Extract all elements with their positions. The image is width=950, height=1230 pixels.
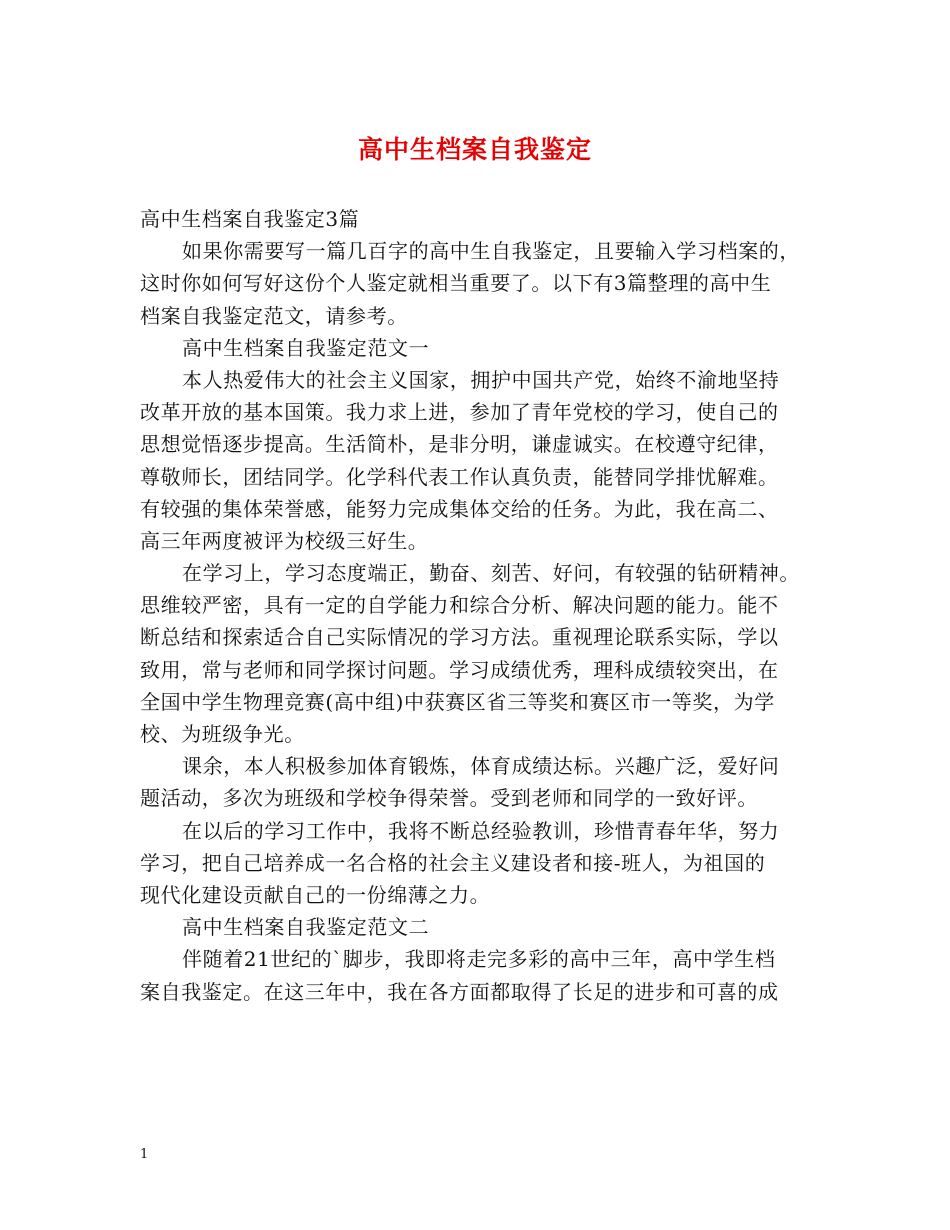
body-line: 尊敬师长，团结同学。化学科代表工作认真负责，能替同学排忧解难。 (140, 464, 779, 489)
body-line: 案自我鉴定。在这三年中，我在各方面都取得了长足的进步和可喜的成 (140, 979, 779, 1004)
body-line: 有较强的集体荣誉感，能努力完成集体交给的任务。为此，我在高二、 (140, 496, 779, 521)
body-line: 致用，常与老师和同学探讨问题。学习成绩优秀，理科成绩较突出，在 (140, 657, 779, 682)
body-line: 高中生档案自我鉴定范文二 (182, 915, 430, 940)
body-line: 题活动，多次为班级和学校争得荣誉。受到老师和同学的一致好评。 (140, 786, 758, 811)
document-body (140, 203, 820, 1008)
body-line: 思想觉悟逐步提高。生活简朴，是非分明，谦虚诚实。在校遵守纪律， (140, 432, 779, 457)
body-line: 档案自我鉴定范文，请参考。 (140, 303, 408, 328)
body-line: 现代化建设贡献自己的一份绵薄之力。 (140, 882, 491, 907)
body-line: 课余，本人积极参加体育锻炼，体育成绩达标。兴趣广泛，爱好问 (182, 754, 780, 779)
body-line: 在以后的学习工作中，我将不断总经验教训，珍惜青春年华，努力 (182, 818, 780, 843)
body-line: 改革开放的基本国策。我力求上进，参加了青年党校的学习，使自己的 (140, 400, 779, 425)
body-line: 高中生档案自我鉴定范文一 (182, 335, 430, 360)
body-line: 校、为班级争光。 (140, 722, 305, 746)
body-line: 如果你需要写一篇几百字的高中生自我鉴定，且要输入学习档案的， (182, 239, 800, 264)
body-line: 学习，把自己培养成一名合格的社会主义建设者和接-班人，为祖国的 (140, 850, 766, 875)
body-line: 这时你如何写好这份个人鉴定就相当重要了。以下有3篇整理的高中生 (140, 271, 772, 296)
body-line: 伴随着21世纪的`脚步，我即将走完多彩的高中三年，高中学生档 (182, 947, 776, 972)
body-line: 断总结和探索适合自己实际情况的学习方法。重视理论联系实际，学以 (140, 625, 779, 650)
body-line: 高三年两度被评为校级三好生。 (140, 528, 429, 553)
document-title: 高中生档案自我鉴定 (357, 135, 592, 164)
body-line: 本人热爱伟大的社会主义国家，拥护中国共产党，始终不渝地坚持 (182, 367, 780, 392)
body-line: 全国中学生物理竞赛(高中组)中获赛区省三等奖和赛区市一等奖，为学 (140, 689, 775, 714)
body-line: 思维较严密，具有一定的自学能力和综合分析、解决问题的能力。能不 (140, 593, 779, 618)
body-line: 高中生档案自我鉴定3篇 (140, 207, 360, 231)
body-line: 在学习上，学习态度端正，勤奋、刻苦、好问，有较强的钻研精神。 (182, 561, 800, 586)
page-number: 1 (140, 1147, 149, 1162)
